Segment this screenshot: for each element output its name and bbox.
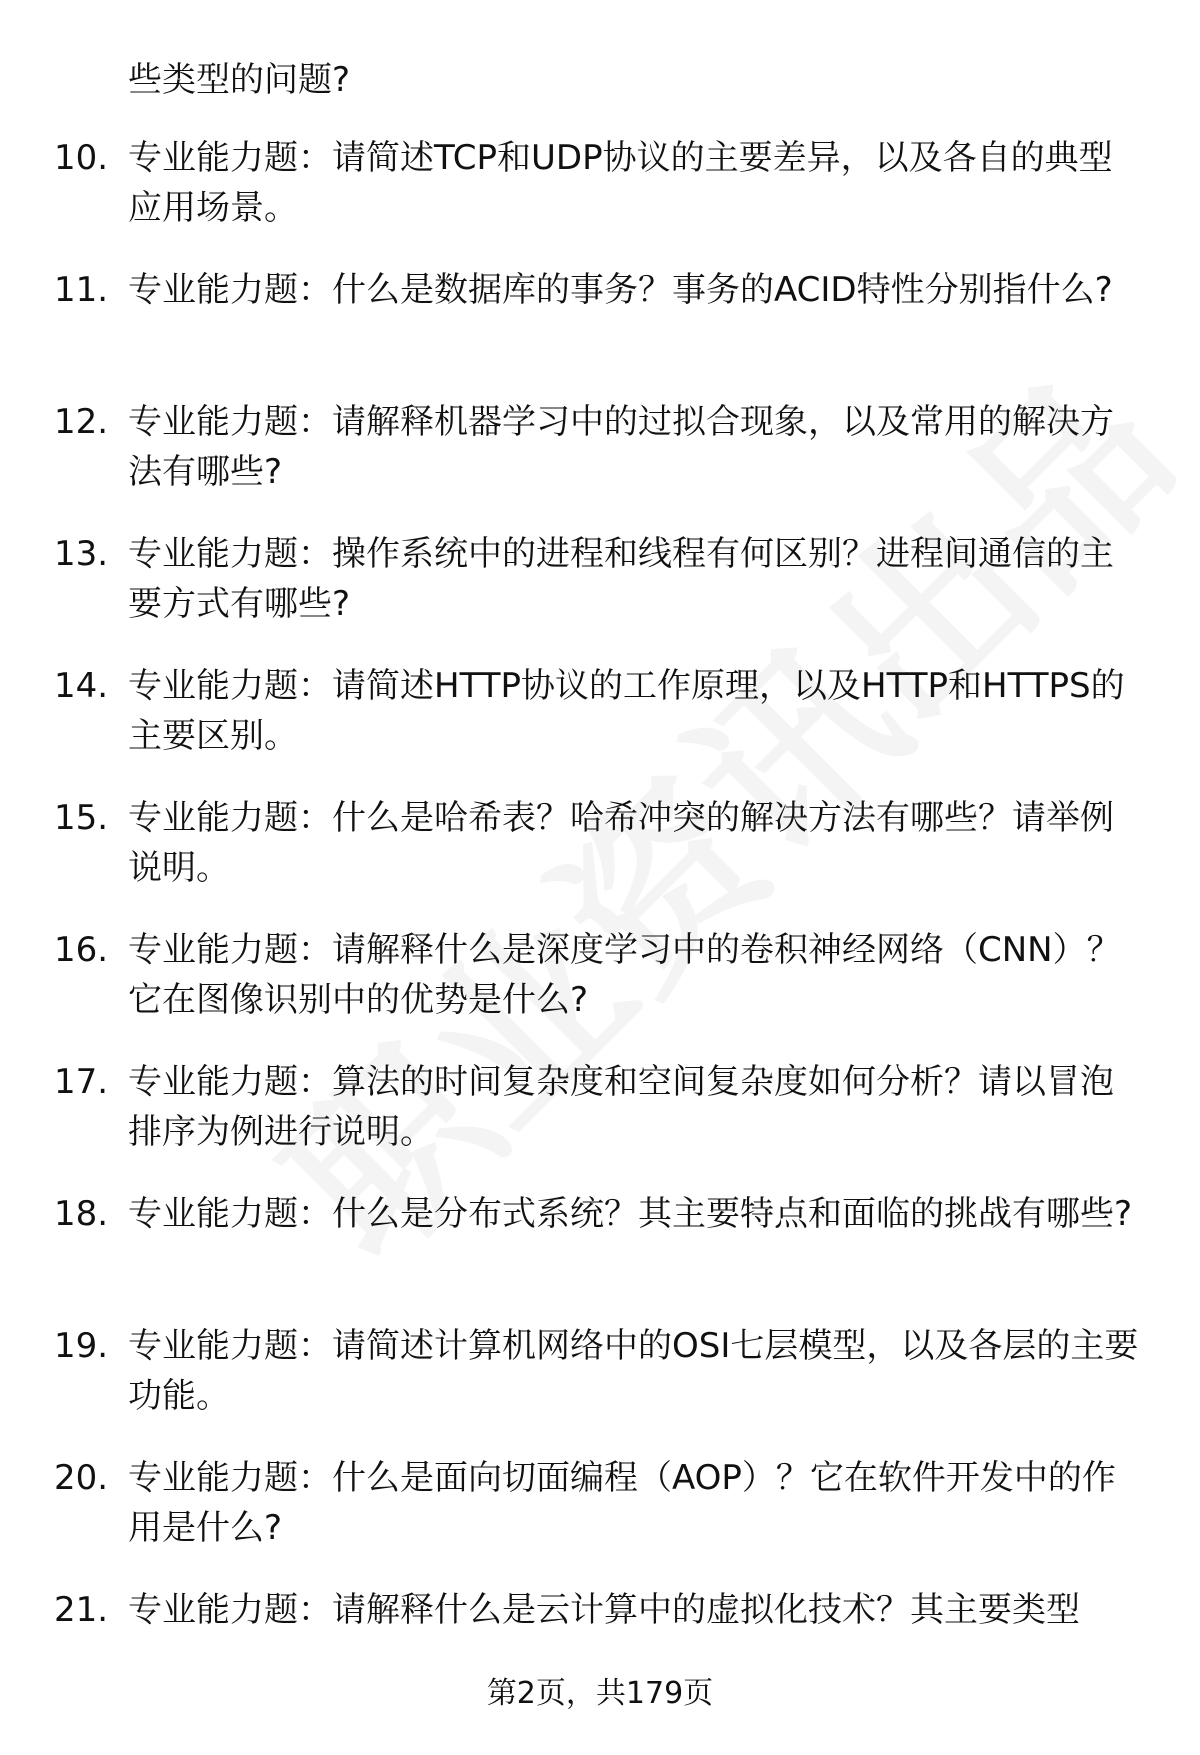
page-footer: 第2页，共179页 <box>486 1676 714 1711</box>
question-number: 19. <box>54 1326 109 1366</box>
question-text: 专业能力题：请解释什么是云计算中的虚拟化技术？其主要类型 <box>128 1590 1080 1630</box>
question-number: 16. <box>54 930 109 970</box>
question-text: 专业能力题：什么是分布式系统？其主要特点和面临的挑战有哪些? <box>128 1194 1133 1234</box>
question-text: 专业能力题：算法的时间复杂度和空间复杂度如何分析？请以冒泡排序为例进行说明。 <box>128 1062 1114 1152</box>
question-number: 10. <box>54 138 109 178</box>
question-number: 12. <box>54 402 109 442</box>
continuation-text: 些类型的问题? <box>128 60 351 100</box>
question-item <box>0 1189 1200 1321</box>
question-item <box>0 1321 1200 1453</box>
question-text: 专业能力题：请解释机器学习中的过拟合现象，以及常用的解决方法有哪些? <box>128 402 1114 492</box>
question-number: 18. <box>54 1194 109 1234</box>
question-list <box>0 133 1200 1717</box>
question-item <box>0 925 1200 1057</box>
question-text: 专业能力题：请解释什么是深度学习中的卷积神经网络（CNN）？它在图像识别中的优势是什么? <box>128 930 1121 1020</box>
question-text: 专业能力题：什么是面向切面编程（AOP）？它在软件开发中的作用是什么? <box>128 1458 1116 1548</box>
question-item <box>0 1453 1200 1585</box>
question-item <box>0 793 1200 925</box>
question-item <box>0 133 1200 265</box>
question-number: 15. <box>54 798 109 838</box>
question-item <box>0 397 1200 529</box>
question-text: 专业能力题：操作系统中的进程和线程有何区别？进程间通信的主要方式有哪些? <box>128 534 1114 624</box>
question-text: 专业能力题：请简述HTTP协议的工作原理，以及HTTP和HTTPS的主要区别。 <box>128 666 1125 756</box>
question-text: 专业能力题：什么是数据库的事务？事务的ACID特性分别指什么? <box>128 270 1113 310</box>
question-number: 13. <box>54 534 109 574</box>
question-item <box>0 265 1200 397</box>
question-number: 11. <box>54 270 109 310</box>
question-number: 17. <box>54 1062 109 1102</box>
question-item <box>0 529 1200 661</box>
question-text: 专业能力题：什么是哈希表？哈希冲突的解决方法有哪些？请举例说明。 <box>128 798 1114 888</box>
question-number: 21. <box>54 1590 109 1630</box>
question-item <box>0 1057 1200 1189</box>
question-number: 14. <box>54 666 109 706</box>
question-text: 专业能力题：请简述TCP和UDP协议的主要差异，以及各自的典型应用场景。 <box>128 138 1113 228</box>
question-number: 20. <box>54 1458 109 1498</box>
question-item <box>0 661 1200 793</box>
question-text: 专业能力题：请简述计算机网络中的OSI七层模型，以及各层的主要功能。 <box>128 1326 1139 1416</box>
